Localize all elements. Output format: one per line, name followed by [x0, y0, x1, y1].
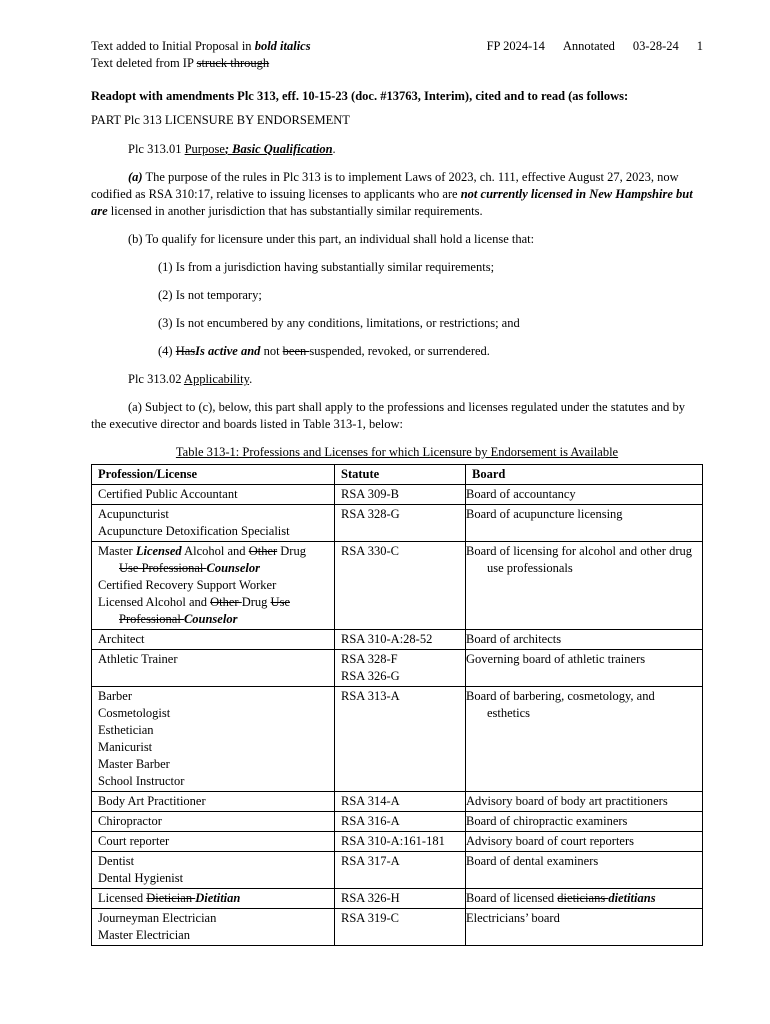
section-313-02-heading: Plc 313.02 Applicability. — [128, 372, 253, 386]
cell-board: Board of barbering, cosmetology, and esthetics — [466, 687, 703, 792]
legend-deleted: Text deleted from IP struck through — [91, 56, 270, 70]
cell-statute: RSA 328-F RSA 326-G — [335, 650, 466, 687]
cell-board: Board of acupuncture licensing — [466, 505, 703, 542]
cell-profession: Barber Cosmetologist Esthetician Manicurist Master Barber School Instructor — [92, 687, 335, 792]
table-row — [92, 832, 703, 852]
cell-board: Electricians’ board — [466, 909, 703, 946]
list-item-b3: (3) Is not encumbered by any conditions, limitations, or restrictions; and — [158, 316, 520, 330]
document-body — [91, 88, 703, 946]
cell-board: Board of licensing for alcohol and other drug use professionals — [466, 542, 703, 630]
cell-profession: Court reporter — [92, 832, 335, 852]
doc-title: Readopt with amendments Plc 313, eff. 10-15-23 (doc. #13763, Interim), cited and to read (as follows: — [91, 89, 629, 103]
paragraph-a: (a) The purpose of the rules in Plc 313 is to implement Laws of 2023, ch. 111, effective August 27, 2023, now codified as RSA 310:17, relative to issuing licenses to applicants who are not currently licensed in New Hampshire but are licensed in another jurisdiction that has substantially similar requirements. — [91, 170, 693, 218]
table-row — [92, 650, 703, 687]
cell-statute: RSA 326-H — [335, 889, 466, 909]
part-heading: PART Plc 313 LICENSURE BY ENDORSEMENT — [91, 113, 350, 127]
table-row — [92, 909, 703, 946]
cell-profession: Master Licensed Alcohol and Other Drug Use Professional Counselor Certified Recovery Support Worker Licensed Alcohol and Other Drug Use Professional Counselor — [92, 542, 335, 630]
list-item-b4: (4) HasIs active and not been suspended, revoked, or surrendered. — [158, 344, 490, 358]
cell-statute: RSA 313-A — [335, 687, 466, 792]
applicability-paragraph-a: (a) Subject to (c), below, this part shall apply to the professions and licenses regulated under the statutes and by the executive director and boards listed in Table 313-1, below: — [91, 400, 686, 431]
header-profession: Profession/License — [92, 465, 335, 485]
annotated-label: Annotated — [562, 39, 615, 53]
page-number: 1 — [696, 39, 703, 53]
cell-profession: Dentist Dental Hygienist — [92, 852, 335, 889]
table-row — [92, 889, 703, 909]
cell-board: Board of dental examiners — [466, 852, 703, 889]
cell-statute: RSA 317-A — [335, 852, 466, 889]
cell-profession: Acupuncturist Acupuncture Detoxification Specialist — [92, 505, 335, 542]
cell-board: Advisory board of court reporters — [466, 832, 703, 852]
header-statute: Statute — [335, 465, 466, 485]
cell-profession: Athletic Trainer — [92, 650, 335, 687]
cell-statute: RSA 328-G — [335, 505, 466, 542]
table-header-row — [92, 465, 703, 485]
legend-added: Text added to Initial Proposal in bold italics — [91, 39, 311, 53]
table-row — [92, 505, 703, 542]
cell-statute: RSA 309-B — [335, 485, 466, 505]
table-row — [92, 630, 703, 650]
paragraph-b: (b) To qualify for licensure under this part, an individual shall hold a license that: — [128, 232, 535, 246]
cell-board: Board of architects — [466, 630, 703, 650]
cell-profession: Licensed Dietician Dietitian — [92, 889, 335, 909]
cell-statute: RSA 319-C — [335, 909, 466, 946]
cell-statute: RSA 314-A — [335, 792, 466, 812]
cell-statute: RSA 330-C — [335, 542, 466, 630]
cell-board: Board of licensed dieticians dietitians — [466, 889, 703, 909]
header-info — [487, 38, 703, 55]
table-row — [92, 542, 703, 630]
section-313-01-heading: Plc 313.01 Purpose; Basic Qualification. — [128, 142, 336, 156]
cell-statute: RSA 310-A:28-52 — [335, 630, 466, 650]
table-row — [92, 485, 703, 505]
fp-number: FP 2024-14 — [486, 39, 545, 53]
professions-table — [91, 464, 703, 946]
table-row — [92, 792, 703, 812]
list-item-b1: (1) Is from a jurisdiction having substantially similar requirements; — [158, 260, 495, 274]
cell-profession: Certified Public Accountant — [92, 485, 335, 505]
cell-board: Board of chiropractic examiners — [466, 812, 703, 832]
cell-profession: Body Art Practitioner — [92, 792, 335, 812]
cell-profession: Architect — [92, 630, 335, 650]
header-board: Board — [466, 465, 703, 485]
table-row — [92, 687, 703, 792]
cell-board: Board of accountancy — [466, 485, 703, 505]
cell-profession: Journeyman Electrician Master Electrician — [92, 909, 335, 946]
cell-board: Advisory board of body art practitioners — [466, 792, 703, 812]
cell-statute: RSA 310-A:161-181 — [335, 832, 466, 852]
header-date: 03-28-24 — [632, 39, 679, 53]
table-caption: Table 313-1: Professions and Licenses for which Licensure by Endorsement is Available — [175, 445, 619, 459]
cell-profession: Chiropractor — [92, 812, 335, 832]
table-row — [92, 852, 703, 889]
page-header — [91, 38, 703, 72]
table-row — [92, 812, 703, 832]
cell-board: Governing board of athletic trainers — [466, 650, 703, 687]
list-item-b2: (2) Is not temporary; — [158, 288, 262, 302]
cell-statute: RSA 316-A — [335, 812, 466, 832]
